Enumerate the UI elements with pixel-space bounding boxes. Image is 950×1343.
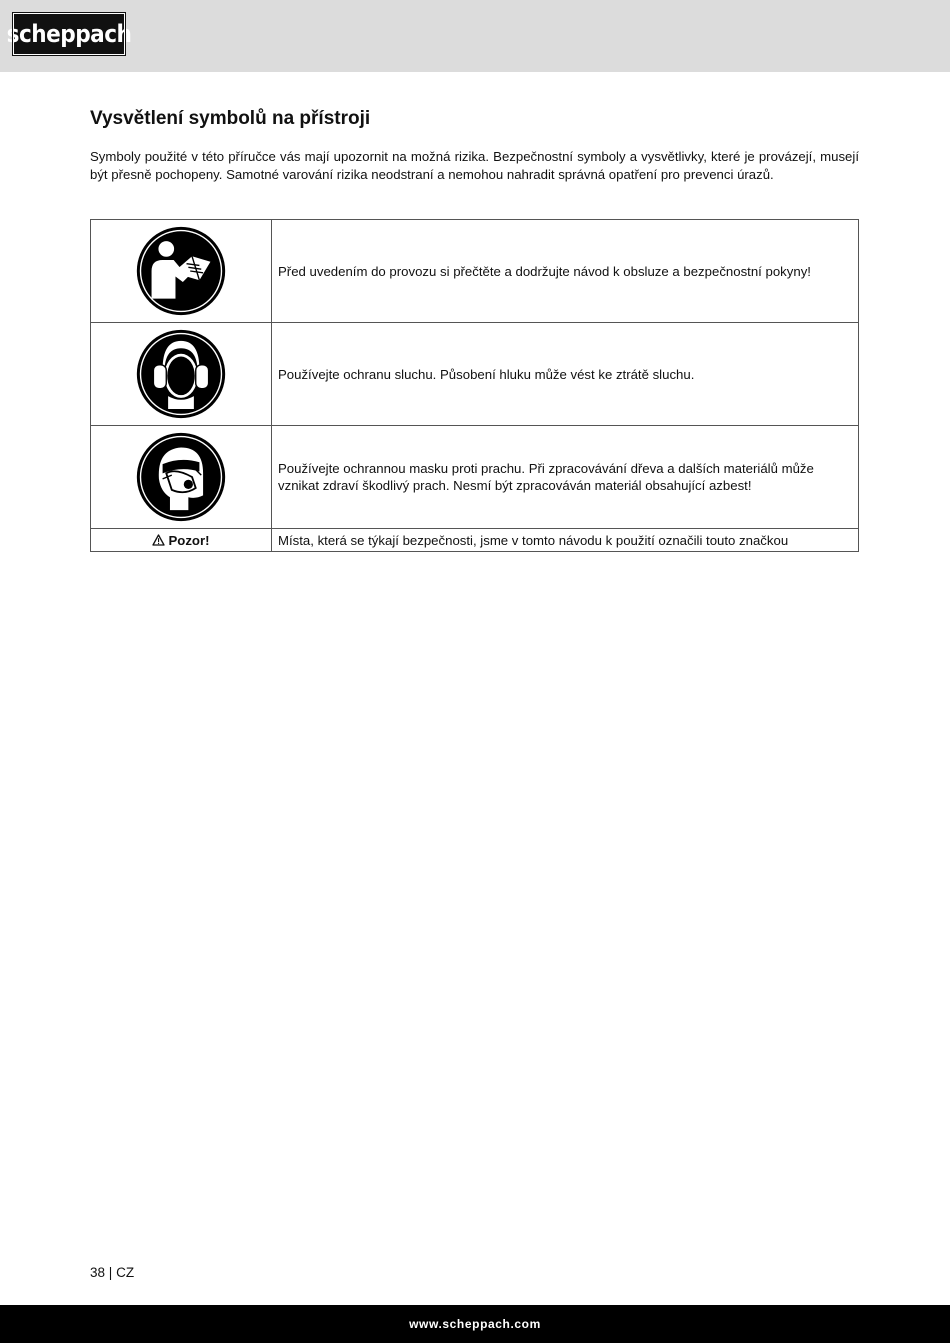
table-row	[91, 220, 859, 323]
intro-paragraph: Symboly použité v této příručce vás mají upozornit na možná rizika. Bezpečnostní symboly a vysvětlivky, které je provázejí, musejí být přesně pochopeny. Samotné varování rizika neodstraní a nemohou nahradit správná opatření pro prevenci úrazů.	[90, 149, 859, 182]
symbol-description: Používejte ochrannou masku proti prachu. Při zpracovávání dřeva a dalších materiálů může vznikat zdraví škodlivý prach. Nesmí být zpracováván materiál obsahující azbest!	[272, 426, 859, 529]
symbol-cell	[91, 323, 272, 426]
warning-label: Pozor!	[168, 532, 210, 548]
scheppach-logo	[6, 13, 132, 55]
footer-separator: |	[108, 1265, 113, 1280]
symbol-description: Používejte ochranu sluchu. Působení hluku může vést ke ztrátě sluchu.	[272, 323, 859, 426]
table-row	[91, 426, 859, 529]
header-band	[0, 0, 950, 72]
dust-mask-icon	[135, 431, 227, 523]
warning-label-cell	[91, 529, 272, 552]
symbol-description: Před uvedením do provozu si přečtěte a dodržujte návod k obsluze a bezpečnostní pokyny!	[272, 220, 859, 323]
hearing-protection-icon	[135, 328, 227, 420]
language-code: CZ	[116, 1265, 135, 1280]
warning-triangle-icon	[152, 534, 165, 546]
logo-text: scheppach	[6, 20, 132, 48]
symbol-cell	[91, 426, 272, 529]
symbols-table	[90, 219, 859, 552]
website-link[interactable]: www.scheppach.com	[409, 1317, 541, 1331]
table-row	[91, 323, 859, 426]
page-footer-label	[90, 1265, 134, 1280]
footer-bar	[0, 1305, 950, 1343]
table-row	[91, 529, 859, 552]
read-manual-icon	[135, 225, 227, 317]
page-number: 38	[90, 1265, 106, 1280]
page-title: Vysvětlení symbolů na přístroji	[90, 108, 371, 129]
warning-description: Místa, která se týkají bezpečnosti, jsme v tomto návodu k použití označili touto značkou	[272, 529, 859, 552]
symbol-cell	[91, 220, 272, 323]
